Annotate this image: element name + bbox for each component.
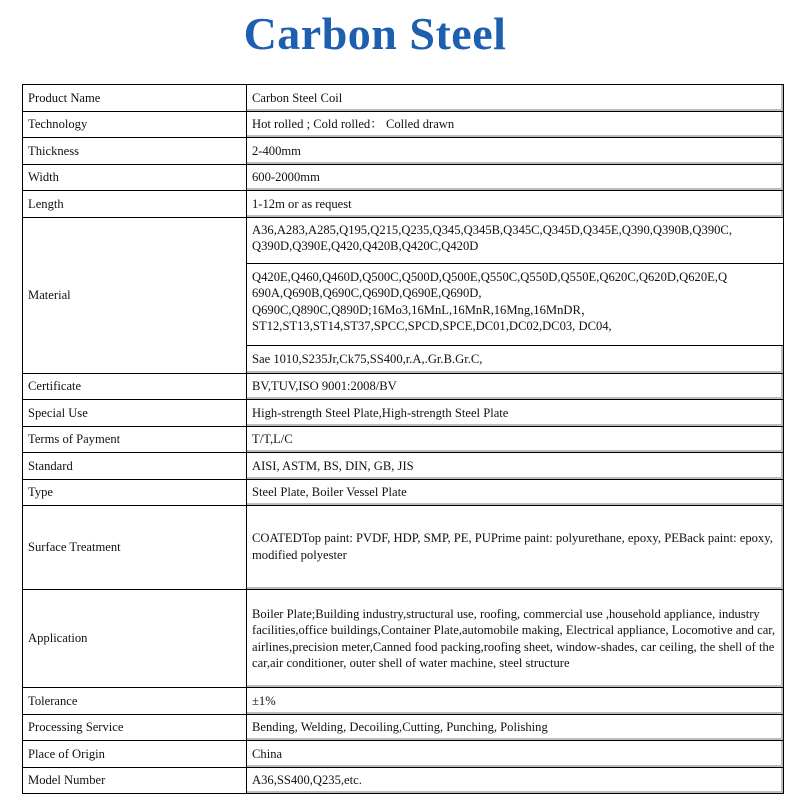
row-label: Technology	[23, 111, 247, 138]
row-value: T/T,L/C	[247, 426, 784, 453]
table-row	[23, 85, 784, 112]
table-row	[23, 453, 784, 480]
row-label: Surface Treatment	[23, 506, 247, 590]
material-group-3	[247, 345, 783, 373]
row-label: Type	[23, 479, 247, 506]
row-value: 1-12m or as request	[247, 191, 784, 218]
row-label: Standard	[23, 453, 247, 480]
table-row	[23, 741, 784, 768]
row-label: Special Use	[23, 400, 247, 427]
row-label: Material	[23, 217, 247, 373]
table-row	[23, 400, 784, 427]
row-label: Place of Origin	[23, 741, 247, 768]
row-value: COATEDTop paint: PVDF, HDP, SMP, PE, PUPrime paint: polyurethane, epoxy, PEBack paint: epoxy, modified polyester	[247, 506, 784, 590]
row-value: Boiler Plate;Building industry,structural use, roofing, commercial use ,household appliance, industry facilities,office buildings,Container Plate,automobile making, Electrical appliance, Locomotive and car, airlines,precision meter,Canned food packing,roofing sheet, window-shades, car ceiling, the shell of the car,air conditioner, outer shell of water machine, steel structure	[247, 590, 784, 688]
table-row-application	[23, 590, 784, 688]
row-label: Terms of Payment	[23, 426, 247, 453]
material-line: Q390D,Q390E,Q420,Q420B,Q420C,Q420D	[252, 239, 479, 253]
row-value: Steel Plate, Boiler Vessel Plate	[247, 479, 784, 506]
material-line: 690A,Q690B,Q690C,Q690D,Q690E,Q690D,	[252, 286, 482, 300]
row-label: Product Name	[23, 85, 247, 112]
row-value: China	[247, 741, 784, 768]
material-line: Q690C,Q890C,Q890D;16Mo3,16MnL,16MnR,16Mng,16MnDR，	[252, 302, 594, 317]
row-value: High-strength Steel Plate,High-strength Steel Plate	[247, 400, 784, 427]
page-title: Carbon Steel	[243, 8, 507, 59]
row-value: ±1%	[247, 688, 784, 715]
table-row	[23, 164, 784, 191]
row-value: 600-2000mm	[247, 164, 784, 191]
row-value: Hot rolled ; Cold rolled： Colled drawn	[247, 111, 784, 138]
table-row	[23, 479, 784, 506]
material-line: A36,A283,A285,Q195,Q215,Q235,Q345,Q345B,Q345C,Q345D,Q345E,Q390,Q390B,Q390C,	[252, 222, 732, 237]
table-row	[23, 111, 784, 138]
row-value: Carbon Steel Coil	[247, 85, 784, 112]
row-label: Model Number	[23, 767, 247, 794]
table-row-material	[23, 217, 784, 373]
row-label: Tolerance	[23, 688, 247, 715]
table-row	[23, 688, 784, 715]
table-row	[23, 767, 784, 794]
row-value: A36,SS400,Q235,etc.	[247, 767, 784, 794]
table-row-surface	[23, 506, 784, 590]
row-label: Processing Service	[23, 714, 247, 741]
table-row	[23, 191, 784, 218]
material-line: ST12,ST13,ST14,ST37,SPCC,SPCD,SPCE,DC01,DC02,DC03, DC04,	[252, 319, 612, 333]
row-label: Certificate	[23, 373, 247, 400]
table-row	[23, 426, 784, 453]
material-group-1	[247, 218, 783, 263]
material-group-2	[247, 263, 783, 345]
row-label: Width	[23, 164, 247, 191]
row-label: Application	[23, 590, 247, 688]
table-row	[23, 373, 784, 400]
row-value: AISI, ASTM, BS, DIN, GB, JIS	[247, 453, 784, 480]
table-row	[23, 714, 784, 741]
row-value: BV,TUV,ISO 9001:2008/BV	[247, 373, 784, 400]
material-values	[247, 217, 784, 373]
table-row	[23, 138, 784, 165]
material-line: Q420E,Q460,Q460D,Q500C,Q500D,Q500E,Q550C,Q550D,Q550E,Q620C,Q620D,Q620E,Q	[252, 269, 728, 284]
row-label: Length	[23, 191, 247, 218]
row-value: 2-400mm	[247, 138, 784, 165]
row-value: Bending, Welding, Decoiling,Cutting, Punching, Polishing	[247, 714, 784, 741]
material-line: Sae 1010,S235Jr,Ck75,SS400,r.A,.Gr.B.Gr.C,	[252, 351, 483, 366]
spec-table	[22, 84, 784, 794]
row-label: Thickness	[23, 138, 247, 165]
